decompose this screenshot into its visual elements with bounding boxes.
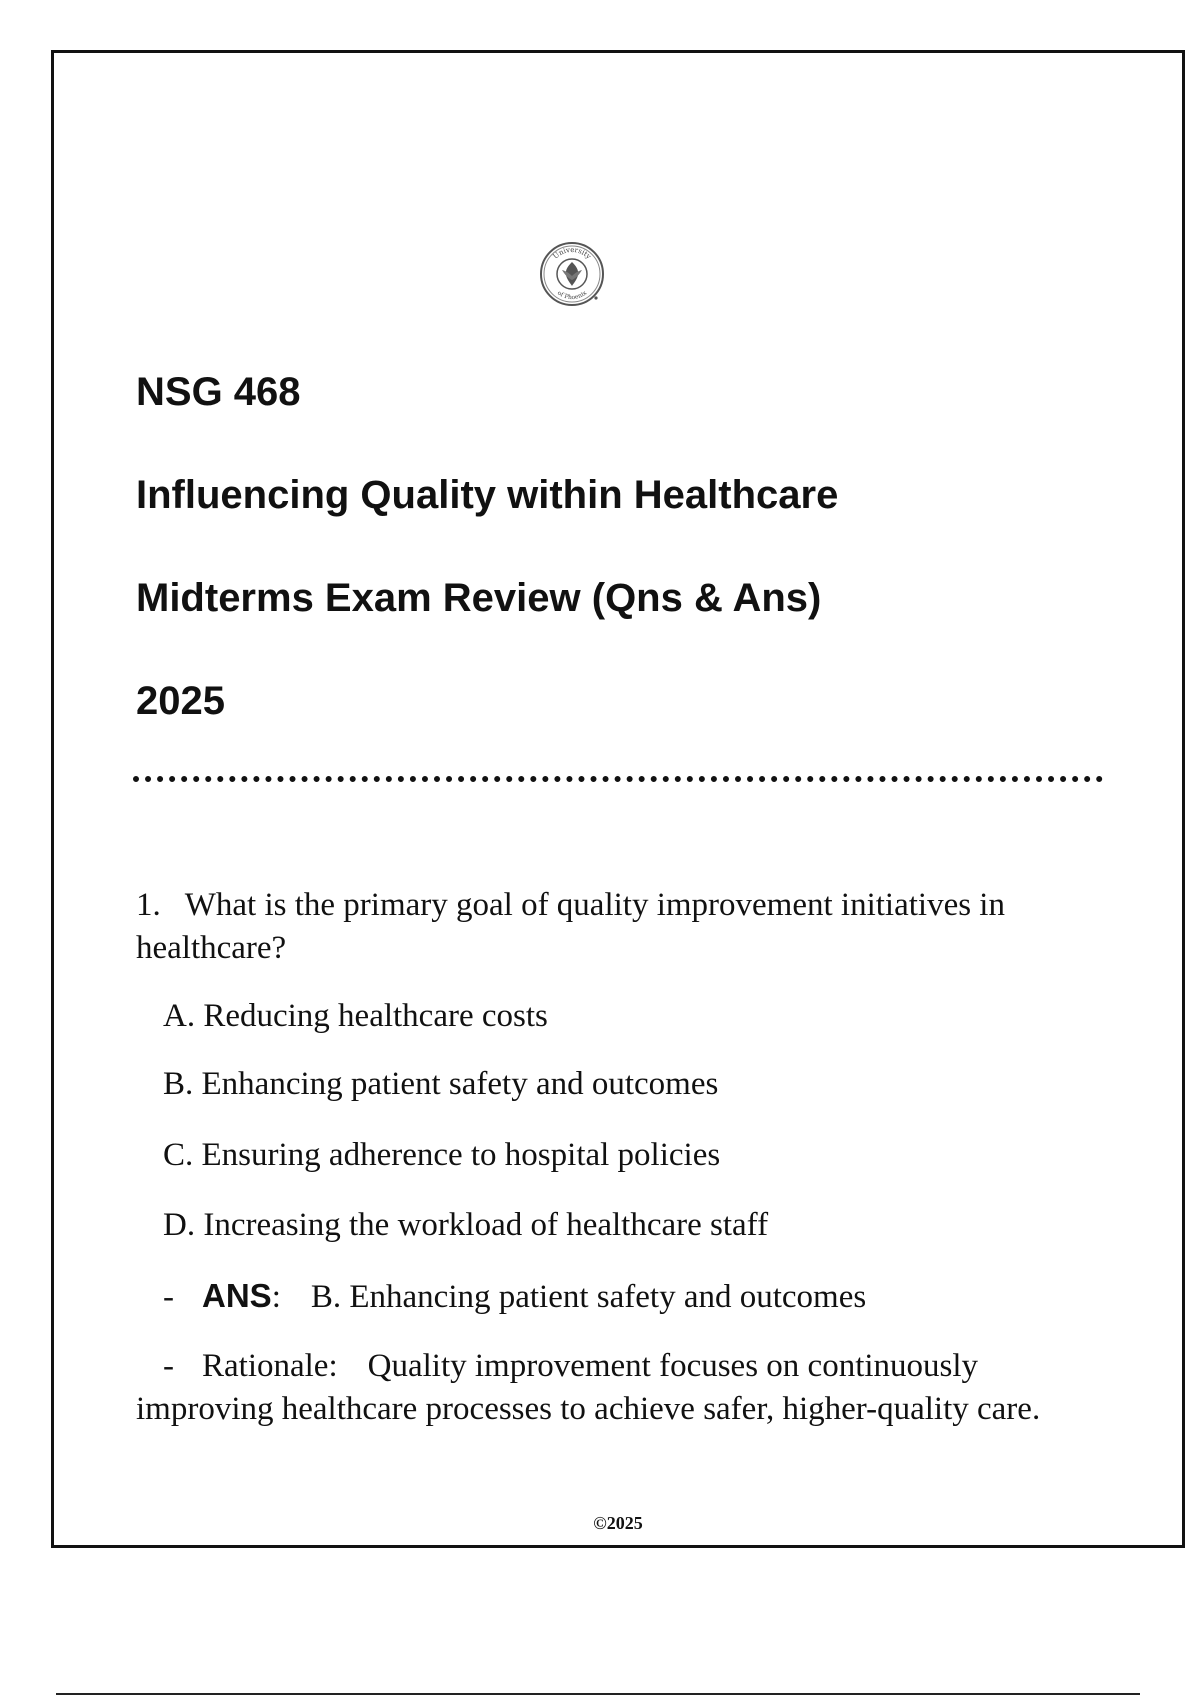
course-title: Influencing Quality within Healthcare — [136, 473, 839, 517]
rationale-text: Quality improvement focuses on continuously improving healthcare processes to achieve safer, higher-quality care. — [136, 1348, 1041, 1427]
option-c: C. Ensuring adherence to hospital policies — [163, 1137, 721, 1173]
answer-line — [163, 1279, 866, 1314]
answer-text: B. Enhancing patient safety and outcomes — [310, 1279, 867, 1315]
university-seal-icon — [538, 240, 606, 308]
question-number: 1. — [136, 887, 161, 923]
rationale-label: Rationale: — [202, 1348, 338, 1384]
document-subtitle: Midterms Exam Review (Qns & Ans) — [136, 576, 822, 620]
page-frame — [51, 50, 1185, 1548]
bottom-rule — [56, 1693, 1140, 1695]
option-a: A. Reducing healthcare costs — [163, 998, 548, 1034]
course-code: NSG 468 — [136, 370, 301, 414]
option-d: D. Increasing the workload of healthcare staff — [163, 1207, 769, 1243]
question-text-block — [136, 884, 1106, 970]
logo-text-bottom: of Phoenix — [555, 289, 589, 302]
question-prompt: What is the primary goal of quality improvement initiatives in healthcare? — [136, 887, 1005, 966]
dotted-divider — [133, 776, 1103, 782]
answer-label: ANS — [202, 1277, 272, 1314]
rationale-block — [136, 1345, 1096, 1431]
option-b: B. Enhancing patient safety and outcomes — [163, 1066, 719, 1102]
answer-colon: : — [271, 1279, 281, 1315]
rationale-dash: - — [163, 1348, 174, 1384]
logo-text-top: University — [551, 245, 593, 261]
answer-dash: - — [163, 1279, 174, 1315]
document-year: 2025 — [136, 679, 225, 723]
footer-copyright: ©2025 — [593, 1513, 643, 1533]
